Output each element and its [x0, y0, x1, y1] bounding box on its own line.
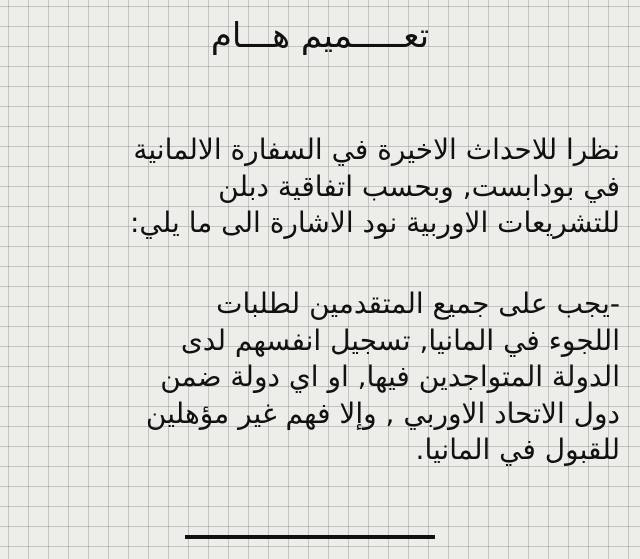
- requirement-line: دول الاتحاد الاوربي , وإلا فهم غير مؤهلين: [145, 396, 620, 430]
- requirement-line: -يجب على جميع المتقدمين لطلبات: [216, 287, 620, 320]
- requirement-line: الدولة المتواجدين فيها, او اي دولة ضمن: [160, 360, 620, 393]
- intro-line: للتشريعات الاوربية نود الاشارة الى ما يلي:: [130, 206, 620, 239]
- intro-line: في بودابست, وبحسب اتفاقية دبلن: [218, 169, 620, 203]
- requirement-line: اللجوء في المانيا, تسجيل انفسهم لدى: [180, 323, 620, 357]
- notice-title: تعـــــميم هـــام: [210, 16, 430, 56]
- requirement-paragraph: [10, 286, 620, 469]
- intro-paragraph: [10, 132, 620, 242]
- intro-line: نظرا للاحداث الاخيرة في السفارة الالمانية: [133, 133, 620, 166]
- bottom-divider: [185, 535, 435, 539]
- requirement-line: للقبول في المانيا.: [415, 433, 620, 466]
